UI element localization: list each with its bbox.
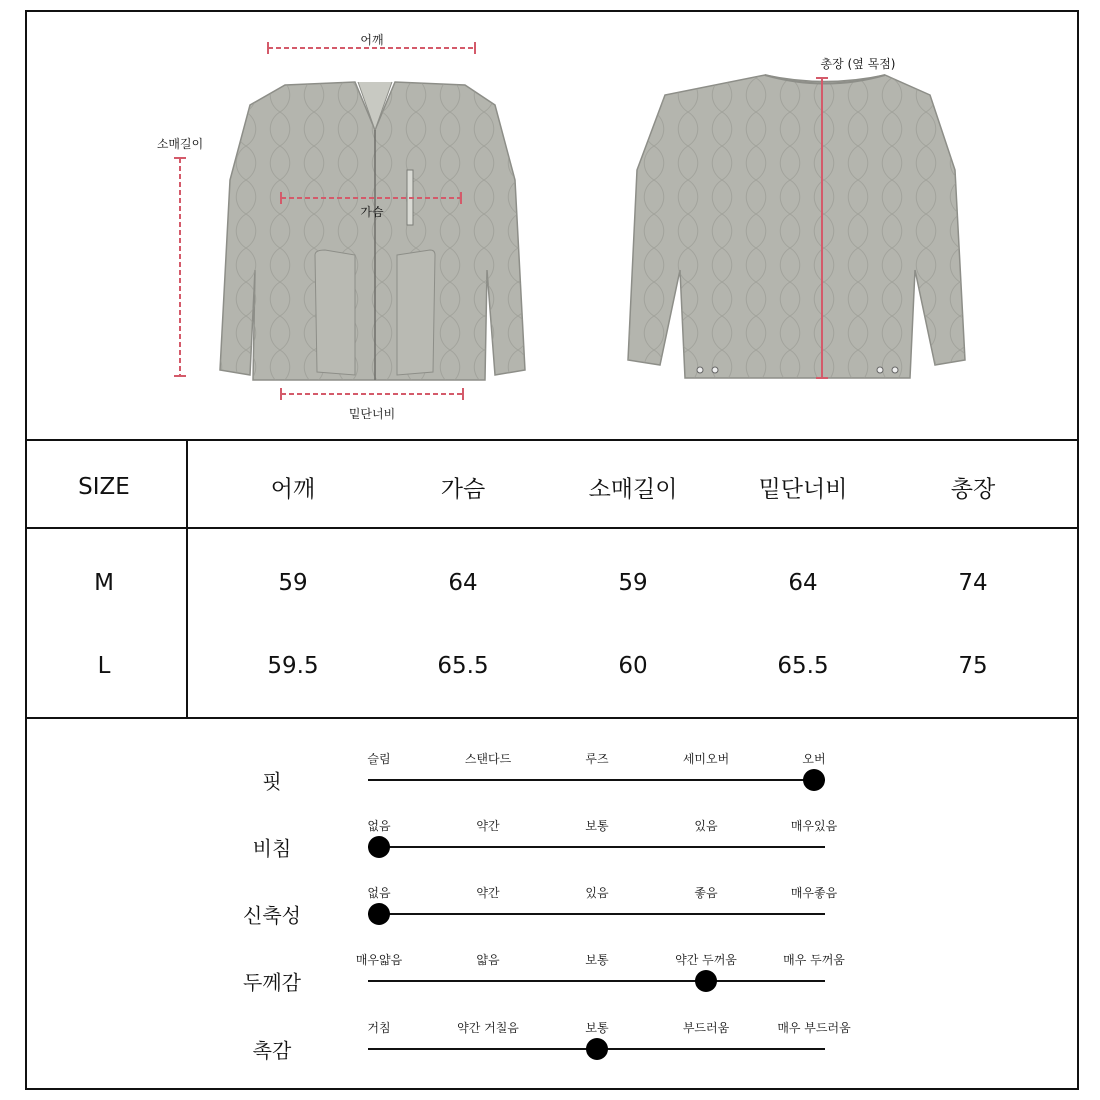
table-header-border xyxy=(25,527,1079,529)
table-bottom-border xyxy=(25,717,1079,719)
property-option-label: 부드러움 xyxy=(682,1021,730,1035)
header-size: SIZE xyxy=(78,474,130,500)
back-jacket-image xyxy=(628,75,965,378)
table-cell: 59 xyxy=(618,570,648,596)
property-label: 비침 xyxy=(252,836,292,861)
table-cell: 64 xyxy=(448,570,478,596)
property-selected-marker xyxy=(695,970,717,992)
property-label: 핏 xyxy=(262,769,282,794)
property-option-label: 약간 xyxy=(476,886,500,900)
property-option-label: 세미오버 xyxy=(682,752,730,766)
sleeve-label: 소매길이 xyxy=(156,137,204,151)
table-cell: 74 xyxy=(958,570,988,596)
table-cell: 64 xyxy=(788,570,818,596)
property-option-label: 매우있음 xyxy=(790,819,838,833)
property-selected-marker xyxy=(368,903,390,925)
hem-label: 밑단너비 xyxy=(348,407,396,421)
property-option-label: 슬림 xyxy=(367,752,391,766)
property-option-label: 약간 거칠음 xyxy=(457,1021,519,1035)
table-cell-size-l: L xyxy=(97,653,111,679)
measurement-diagram xyxy=(25,10,1079,440)
property-option-label: 매우 부드러움 xyxy=(777,1021,851,1035)
property-option-label: 보통 xyxy=(585,819,609,833)
property-option-label: 매우얇음 xyxy=(355,953,403,967)
header-sleeve: 소매길이 xyxy=(588,476,678,503)
property-option-label: 스탠다드 xyxy=(464,752,512,766)
property-option-label: 없음 xyxy=(367,819,391,833)
property-option-label: 거침 xyxy=(367,1021,391,1035)
property-selected-marker xyxy=(368,836,390,858)
property-option-label: 있음 xyxy=(585,886,609,900)
property-option-label: 매우 두꺼움 xyxy=(783,953,845,967)
table-top-border xyxy=(25,439,1079,441)
property-selected-marker xyxy=(803,769,825,791)
property-scale-line xyxy=(368,846,825,848)
property-option-label: 약간 두꺼움 xyxy=(675,953,737,967)
header-hem: 밑단너비 xyxy=(758,476,848,503)
table-cell: 65.5 xyxy=(777,653,829,679)
property-scale-line xyxy=(368,980,825,982)
property-label: 신축성 xyxy=(243,903,301,928)
length-label: 총장 (옆 목점) xyxy=(820,57,896,71)
property-option-label: 약간 xyxy=(476,819,500,833)
property-label: 촉감 xyxy=(252,1038,292,1063)
shoulder-label: 어깨 xyxy=(360,33,384,47)
property-option-label: 없음 xyxy=(367,886,391,900)
front-jacket-image xyxy=(220,82,525,380)
property-option-label: 보통 xyxy=(585,1021,609,1035)
table-column-divider xyxy=(186,440,188,719)
property-option-label: 오버 xyxy=(802,752,826,766)
property-option-label: 있음 xyxy=(694,819,718,833)
chest-label: 가슴 xyxy=(360,205,384,219)
header-length: 총장 xyxy=(950,476,996,503)
property-scale-line xyxy=(368,913,825,915)
property-scale-line xyxy=(368,779,825,781)
table-cell: 75 xyxy=(958,653,988,679)
property-option-label: 좋음 xyxy=(694,886,718,900)
property-selected-marker xyxy=(586,1038,608,1060)
table-cell: 65.5 xyxy=(437,653,489,679)
header-shoulder: 어깨 xyxy=(270,476,316,503)
table-cell: 59.5 xyxy=(267,653,319,679)
table-cell: 59 xyxy=(278,570,308,596)
header-chest: 가슴 xyxy=(440,476,486,503)
table-cell: 60 xyxy=(618,653,648,679)
table-cell-size-m: M xyxy=(94,570,114,596)
property-option-label: 매우좋음 xyxy=(790,886,838,900)
property-label: 두께감 xyxy=(243,970,301,995)
property-option-label: 얇음 xyxy=(476,953,500,967)
property-option-label: 루즈 xyxy=(585,752,609,766)
property-option-label: 보통 xyxy=(585,953,609,967)
